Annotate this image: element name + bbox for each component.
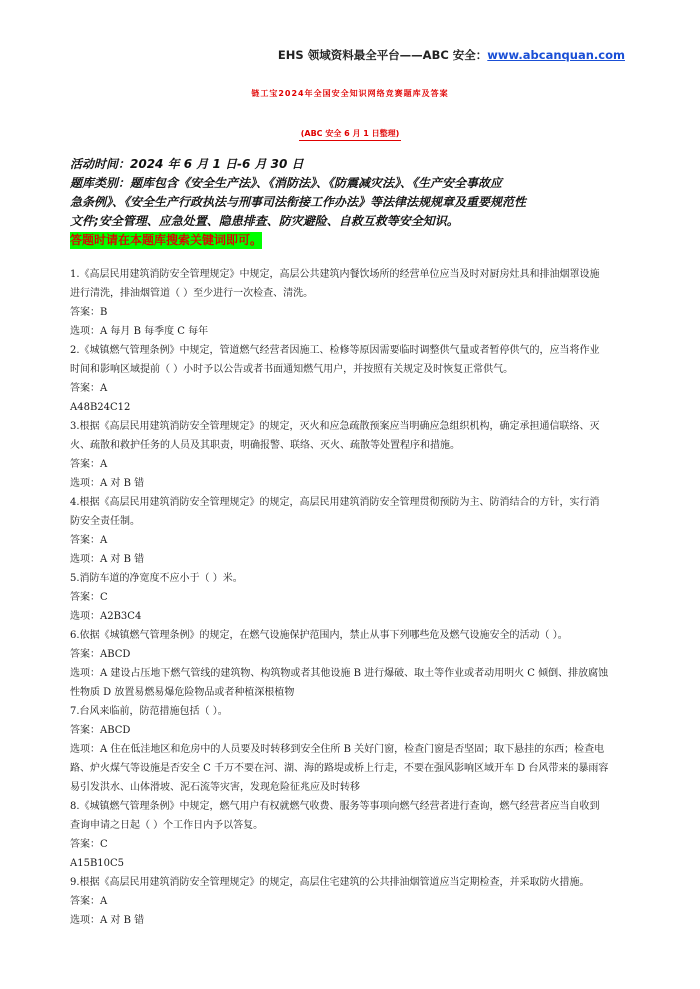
question-text: 6.依据《城镇燃气管理条例》的规定，在燃气设施保护范围内，禁止从事下列哪些危及燃气设施安全的活动（ ）。 [70, 630, 568, 641]
question-item [70, 702, 632, 797]
question-item [70, 626, 632, 702]
question-item [70, 493, 632, 569]
question-item [70, 417, 632, 493]
question-item [70, 569, 632, 626]
question-text: 5.消防车道的净宽度不应小于（ ）米。 [70, 573, 243, 584]
question-text: 3.根据《高层民用建筑消防安全管理规定》的规定，灭火和应急疏散预案应当明确应急组织机构，确定承担通信联络、灭 [70, 421, 600, 432]
answer-text: 答案：A [70, 535, 108, 546]
options-text: A48B24C12 [70, 402, 131, 413]
options-text: A15B10C5 [70, 858, 125, 869]
options-text: 易引发洪水、山体滑坡、泥石流等灾害，发现危险征兆应及时转移 [70, 782, 360, 793]
answer-text: 答案：A [70, 459, 108, 470]
document-subtitle [0, 128, 700, 141]
options-text: 选项：A 对 B 错 [70, 554, 145, 565]
options-text: 选项：A 建设占压地下燃气管线的建筑物、构筑物或者其他设施 B 进行爆破、取土等作业或者动用明火 C 倾倒、排放腐蚀 [70, 668, 609, 679]
question-text: 查询申请之日起（ ）个工作日内予以答复。 [70, 820, 264, 831]
options-text: 路、炉火煤气等设施是否安全 C 千万不要在河、湖、海的路堤或桥上行走，不要在强风影响区域开车 D 台风带来的暴雨容 [70, 763, 609, 774]
options-text: 选项：A 住在低洼地区和危房中的人员要及时转移到安全住所 B 关好门窗，检查门窗是否坚固；取下悬挂的东西；检查电 [70, 744, 605, 755]
page-header [278, 47, 625, 63]
search-hint: 答题时请在本题库搜索关键词即可。 [70, 233, 263, 247]
question-text: 2.《城镇燃气管理条例》中规定，管道燃气经营者因施工、检修等原因需要临时调整供气量或者暂停供气的，应当将作业 [70, 345, 600, 356]
options-text: 选项：A2B3C4 [70, 611, 142, 622]
question-item [70, 797, 632, 873]
category-line-1: 题库类别：题库包含《安全生产法》、《消防法》、《防震减灾法》、《生产安全事故应 [70, 176, 503, 190]
activity-info [70, 155, 632, 250]
document-title: 链工宝2024年全国安全知识网络竞赛题库及答案 [251, 89, 449, 98]
answer-text: 答案：A [70, 896, 108, 907]
question-item [70, 873, 632, 930]
question-item [70, 265, 632, 341]
answer-text: 答案：C [70, 592, 108, 603]
answer-text: 答案：B [70, 307, 108, 318]
options-text: 性物质 D 放置易燃易爆危险物品或者种植深根植物 [70, 687, 295, 698]
question-text: 7.台风来临前，防范措施包括（ ）。 [70, 706, 228, 717]
header-link[interactable]: www.abcanquan.com [487, 48, 625, 62]
answer-text: 答案：A [70, 383, 108, 394]
category-line-2: 急条例》、《安全生产行政执法与刑事司法衔接工作办法》等法律法规规章及重要规范性 [70, 195, 527, 209]
question-text: 防安全责任制。 [70, 516, 140, 527]
question-text: 火、疏散和救护任务的人员及其职责，明确报警、联络、灭火、疏散等处置程序和措施。 [70, 440, 460, 451]
options-text: 选项：A 每月 B 每季度 C 每年 [70, 326, 209, 337]
subtitle-text: (ABC 安全 6 月 1 日整理) [299, 128, 402, 141]
options-text: 选项：A 对 B 错 [70, 915, 145, 926]
question-text: 时间和影响区域提前（ ）小时予以公告或者书面通知燃气用户，并按照有关规定及时恢复正常供气。 [70, 364, 514, 375]
answer-text: 答案：ABCD [70, 725, 131, 736]
question-item [70, 341, 632, 417]
header-prefix: EHS 领域资料最全平台——ABC 安全： [277, 48, 488, 62]
question-text: 8.《城镇燃气管理条例》中规定，燃气用户有权就燃气收费、服务等事项向燃气经营者进行查询，燃气经营者应当自收到 [70, 801, 600, 812]
options-text: 选项：A 对 B 错 [70, 478, 145, 489]
category-line-3: 文件;安全管理、应急处置、隐患排查、防灾避险、自救互救等安全知识。 [70, 214, 459, 228]
answer-text: 答案：C [70, 839, 108, 850]
question-text: 9.根据《高层民用建筑消防安全管理规定》的规定，高层住宅建筑的公共排油烟管道应当定期检查，并采取防火措施。 [70, 877, 590, 888]
question-list [70, 265, 632, 930]
answer-text: 答案：ABCD [70, 649, 131, 660]
question-text: 4.根据《高层民用建筑消防安全管理规定》的规定，高层民用建筑消防安全管理贯彻预防为主、防消结合的方针，实行消 [70, 497, 600, 508]
question-text: 进行清洗，排油烟管道（ ）至少进行一次检查、清洗。 [70, 288, 314, 299]
activity-time: 活动时间：2024 年 6 月 1 日-6 月 30 日 [70, 157, 304, 171]
question-text: 1.《高层民用建筑消防安全管理规定》中规定，高层公共建筑内餐饮场所的经营单位应当及时对厨房灶具和排油烟罩设施 [70, 269, 600, 280]
